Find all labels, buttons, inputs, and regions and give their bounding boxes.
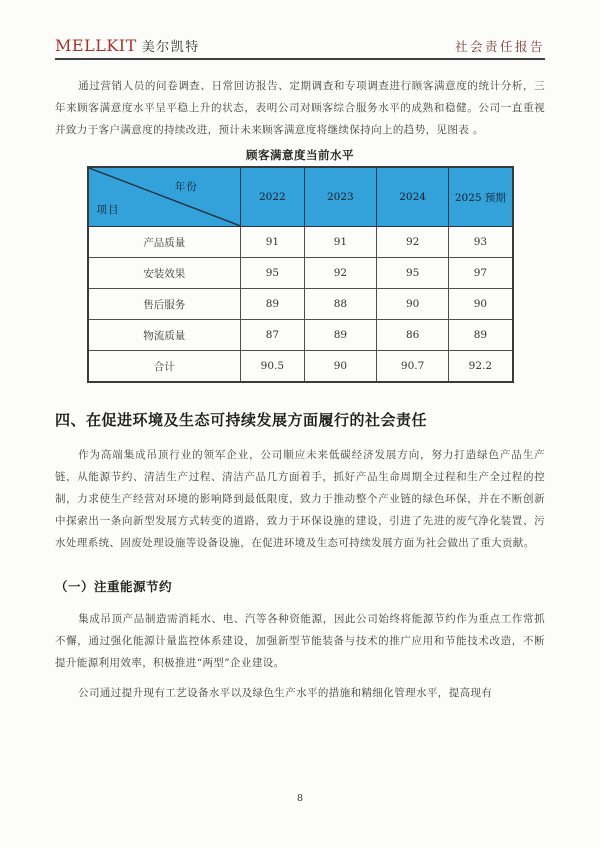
section-heading: 四、在促进环境及生态可持续发展方面履行的社会责任: [55, 411, 428, 429]
corner-cell: [88, 167, 241, 227]
table-row: [88, 289, 513, 320]
cell-value: 91: [304, 227, 376, 258]
satisfaction-table: [87, 166, 514, 383]
column-header-2024: 2024: [377, 167, 449, 227]
table-row: [88, 227, 513, 258]
cell-value: 87: [241, 320, 305, 351]
logo-text-en: MELLKIT: [55, 36, 137, 55]
cell-value: 90: [377, 289, 449, 320]
corner-label-item: 项目: [96, 204, 120, 216]
table-header-row: [88, 167, 513, 227]
cell-value: 90: [304, 351, 376, 383]
cell-value: 92.2: [449, 351, 513, 383]
page-number: 8: [296, 793, 304, 804]
cell-value: 90.5: [241, 351, 305, 383]
row-label: 售后服务: [88, 289, 241, 320]
column-header-2023: 2023: [304, 167, 376, 227]
subsection-heading: （一）注重能源节约: [55, 579, 173, 594]
cell-value: 89: [304, 320, 376, 351]
cell-value: 92: [377, 227, 449, 258]
cell-value: 89: [241, 289, 305, 320]
cell-value: 88: [304, 289, 376, 320]
document-title: 社会责任报告: [454, 39, 545, 54]
table-title: 顾客满意度当前水平: [246, 148, 354, 162]
cell-value: 92: [304, 258, 376, 289]
cell-value: 95: [377, 258, 449, 289]
corner-label-year: 年份: [174, 181, 198, 193]
diagonal-line: [89, 168, 241, 226]
cell-value: 97: [449, 258, 513, 289]
cell-value: 91: [241, 227, 305, 258]
cell-value: 90: [449, 289, 513, 320]
row-label: 物流质量: [88, 320, 241, 351]
cell-value: 93: [449, 227, 513, 258]
column-header-2025: 2025 预期: [449, 167, 513, 227]
row-label: 合计: [88, 351, 241, 383]
column-header-2022: 2022: [241, 167, 305, 227]
page-header: [55, 36, 545, 60]
table-row: [88, 258, 513, 289]
row-label: 安装效果: [88, 258, 241, 289]
cell-value: 95: [241, 258, 305, 289]
table-row: [88, 320, 513, 351]
row-label: 产品质量: [88, 227, 241, 258]
logo-text-cn: 美尔凯特: [141, 40, 200, 55]
cell-value: 90.7: [377, 351, 449, 383]
cell-value: 86: [377, 320, 449, 351]
paragraph-environment: 作为高端集成吊顶行业的领军企业，公司顺应未来低碳经济发展方向，努力打造绿色产品生产链，从能源节约、清洁生产过程、清洁产品几方面着手，抓好产品生命周期全过程和生产全过程的控制，力求使生产经营对环境的影响降到最低限度，致力于推动整个产业链的绿色环保，并在不断创新中探索出一条向新型发展方式转变的道路，致力于环保设施的建设，引进了先进的废气净化装置、污水处理系统、固废处理设施等设备设施，在促进环境及生态可持续发展方面为社会做出了重大贡献。: [55, 449, 545, 549]
paragraph-process-upgrade: 公司通过提升现有工艺设备水平以及绿色生产水平的措施和精细化管理水平，提高现有: [78, 687, 493, 699]
company-logo: [55, 36, 200, 55]
cell-value: 89: [449, 320, 513, 351]
table-row-total: [88, 351, 513, 383]
paragraph-energy-saving: 集成吊顶产品制造需消耗水、电、汽等各种资能源，因此公司始终将能源节约作为重点工作常抓不懈，通过强化能源计量监控体系建设，加强新型节能装备与技术的推广应用和节能技术改造，不断提升能源利用效率，积极推进“两型”企业建设。: [55, 613, 545, 669]
paragraph-customer-satisfaction: 通过营销人员的问卷调查、日常回访报告、定期调查和专项调查进行顾客满意度的统计分析，三年来顾客满意度水平呈平稳上升的状态，表明公司对顾客综合服务水平的成熟和稳健。公司一直重视并致力于客户满意度的持续改进，预计未来顾客满意度将继续保持向上的趋势，见图表 。: [55, 80, 545, 136]
